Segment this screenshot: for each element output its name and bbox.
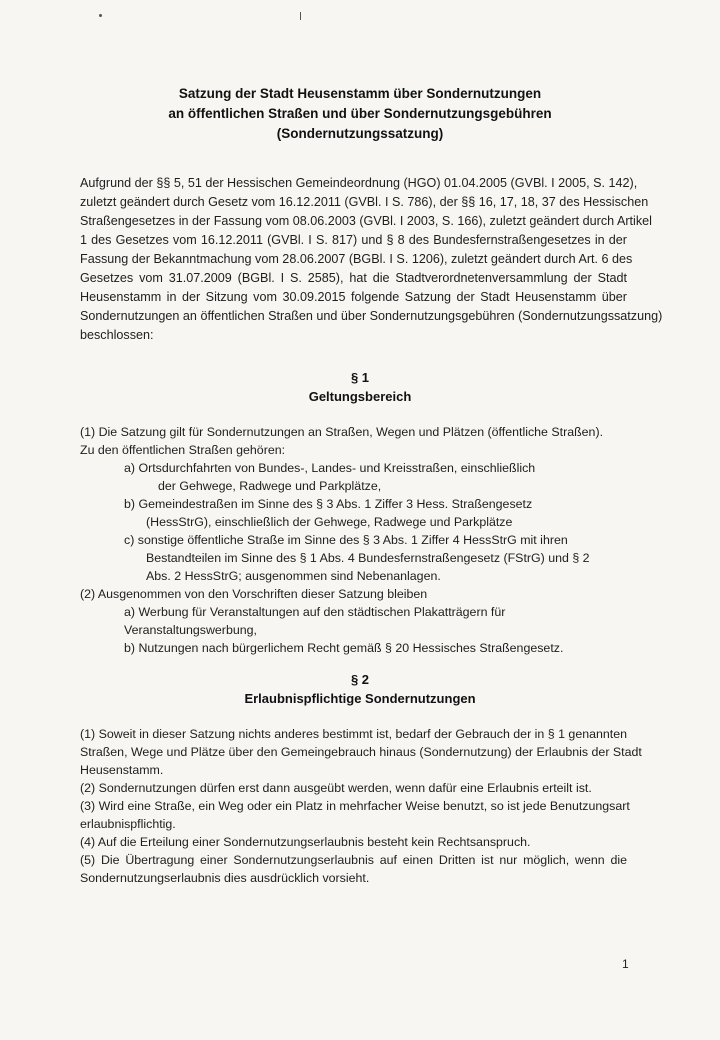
section-2-line: (5) Die Übertragung einer Sondernutzungserlaubnis auf einen Dritten ist nur möglich, wenn die xyxy=(80,853,627,867)
title-line-2: an öffentlichen Straßen und über Sondernutzungsgebühren xyxy=(168,106,552,121)
section-2-line: (2) Sondernutzungen dürfen erst dann ausgeübt werden, wenn dafür eine Erlaubnis erteilt ist. xyxy=(80,781,592,795)
preamble-line: Gesetzes vom 31.07.2009 (BGBl. I S. 2585), hat die Stadtverordnetenversammlung der Stadt xyxy=(80,271,627,285)
section-1-line: (2) Ausgenommen von den Vorschriften dieser Satzung bleiben xyxy=(80,587,428,601)
section-1-line: Bestandteilen im Sinne des § 1 Abs. 4 Bundesfernstraßengesetz (FStrG) und § 2 xyxy=(146,551,590,565)
section-2-line: Straßen, Wege und Plätze über den Gemeingebrauch hinaus (Sondernutzung) der Erlaubnis der Stadt xyxy=(80,745,642,759)
scan-speck xyxy=(300,12,301,20)
section-2-line: erlaubnispflichtig. xyxy=(80,817,176,831)
preamble-line: Heusenstamm in der Sitzung vom 30.09.2015 folgende Satzung der Stadt Heusenstamm über xyxy=(80,290,627,304)
section-2-line: Sondernutzungserlaubnis dies ausdrücklich vorsieht. xyxy=(80,871,370,885)
section-2-number: § 2 xyxy=(350,672,370,687)
page-number: 1 xyxy=(622,957,629,971)
section-1-line: Zu den öffentlichen Straßen gehören: xyxy=(80,443,286,457)
preamble-line: Straßengesetzes in der Fassung vom 08.06.2003 (GVBl. I 2003, S. 166), zuletzt geändert durch Artikel xyxy=(80,214,652,228)
section-1-line: (HessStrG), einschließlich der Gehwege, Radwege und Parkplätze xyxy=(146,515,513,529)
section-1-line: b) Gemeindestraßen im Sinne des § 3 Abs. 1 Ziffer 3 Hess. Straßengesetz xyxy=(124,497,533,511)
preamble-line: zuletzt geändert durch Gesetz vom 16.12.2011 (GVBl. I S. 786), der §§ 16, 17, 18, 37 des Hessischen xyxy=(80,195,649,209)
section-1-line: (1) Die Satzung gilt für Sondernutzungen an Straßen, Wegen und Plätzen (öffentliche Straßen). xyxy=(80,425,604,439)
section-1-line: a) Ortsdurchfahrten von Bundes-, Landes- und Kreisstraßen, einschließlich xyxy=(124,461,536,475)
section-2-line: (1) Soweit in dieser Satzung nichts anderes bestimmt ist, bedarf der Gebrauch der in § 1 genannten xyxy=(80,727,627,741)
section-1-line: c) sonstige öffentliche Straße im Sinne des § 3 Abs. 1 Ziffer 4 HessStrG mit ihren xyxy=(124,533,568,547)
section-2-line: Heusenstamm. xyxy=(80,763,164,777)
preamble-line: beschlossen: xyxy=(80,328,154,342)
document-title xyxy=(0,84,720,144)
section-1-line: a) Werbung für Veranstaltungen auf den städtischen Plakatträgern für xyxy=(124,605,506,619)
section-1-number: § 1 xyxy=(350,370,370,385)
section-1-line: Abs. 2 HessStrG; ausgenommen sind Nebenanlagen. xyxy=(146,569,441,583)
section-1-line: b) Nutzungen nach bürgerlichem Recht gemäß § 20 Hessisches Straßengesetz. xyxy=(124,641,564,655)
title-line-1: Satzung der Stadt Heusenstamm über Sondernutzungen xyxy=(178,86,542,101)
preamble-line: Sondernutzungen an öffentlichen Straßen und über Sondernutzungsgebühren (Sondernutzungssatzung) xyxy=(80,309,663,323)
section-1-line: Veranstaltungswerbung, xyxy=(124,623,257,637)
section-1-heading: Geltungsbereich xyxy=(308,389,412,404)
section-2-line: (4) Auf die Erteilung einer Sondernutzungserlaubnis besteht kein Rechtsanspruch. xyxy=(80,835,531,849)
scan-speck xyxy=(99,14,102,17)
preamble-line: Aufgrund der §§ 5, 51 der Hessischen Gemeindeordnung (HGO) 01.04.2005 (GVBl. I 2005, S. 142), xyxy=(80,176,638,190)
preamble-line: 1 des Gesetzes vom 16.12.2011 (GVBl. I S. 817) und § 8 des Bundesfernstraßengesetzes in der xyxy=(80,233,627,247)
section-1-line: der Gehwege, Radwege und Parkplätze, xyxy=(158,479,382,493)
section-2-heading: Erlaubnispflichtige Sondernutzungen xyxy=(244,691,476,706)
section-2-line: (3) Wird eine Straße, ein Weg oder ein Platz in mehrfacher Weise benutzt, so ist jede Benutzungsart xyxy=(80,799,630,813)
preamble-line: Fassung der Bekanntmachung vom 28.06.2007 (BGBl. I S. 1206), zuletzt geändert durch Art. 6 des xyxy=(80,252,633,266)
title-line-3: (Sondernutzungssatzung) xyxy=(276,126,444,141)
